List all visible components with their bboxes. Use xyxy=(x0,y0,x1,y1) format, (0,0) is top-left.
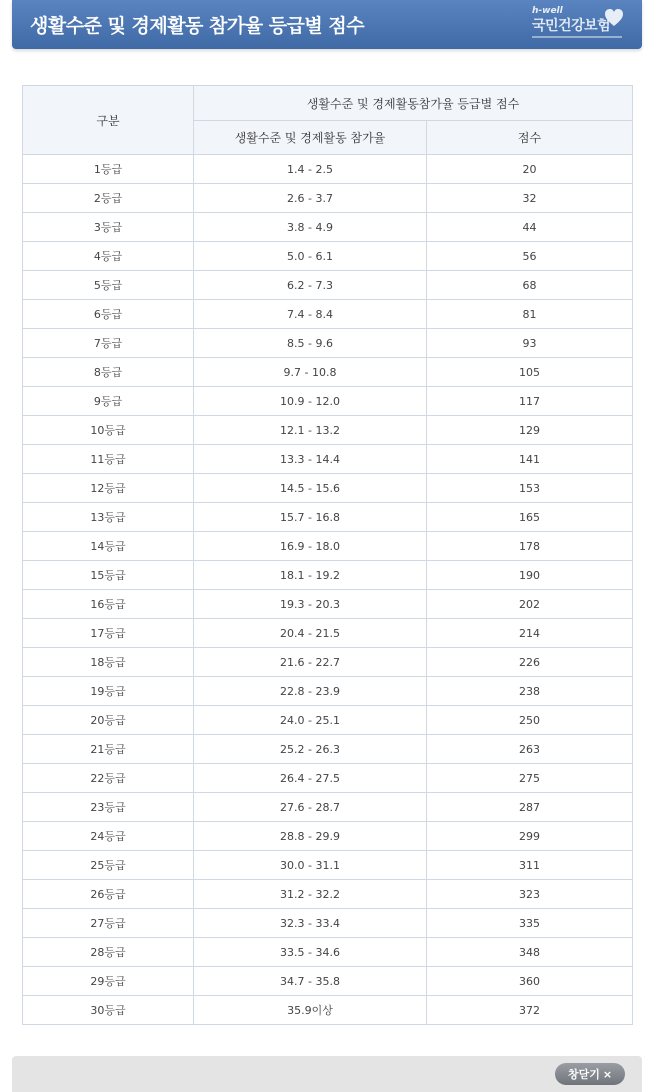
grade-cell: 20등급 xyxy=(23,706,194,735)
score-cell: 348 xyxy=(427,938,633,967)
rate-cell: 1.4 - 2.5 xyxy=(194,155,427,184)
score-cell: 190 xyxy=(427,561,633,590)
rate-cell: 3.8 - 4.9 xyxy=(194,213,427,242)
score-cell: 141 xyxy=(427,445,633,474)
grade-cell: 6등급 xyxy=(23,300,194,329)
grade-cell: 7등급 xyxy=(23,329,194,358)
col-header-category: 구분 xyxy=(23,86,194,155)
grade-cell: 19등급 xyxy=(23,677,194,706)
logo-caption-line xyxy=(532,36,622,38)
table-row xyxy=(23,648,633,677)
rate-cell: 16.9 - 18.0 xyxy=(194,532,427,561)
rate-cell: 24.0 - 25.1 xyxy=(194,706,427,735)
score-cell: 44 xyxy=(427,213,633,242)
rate-cell: 35.9이상 xyxy=(194,996,427,1025)
grade-cell: 27등급 xyxy=(23,909,194,938)
table-row xyxy=(23,996,633,1025)
score-cell: 360 xyxy=(427,967,633,996)
score-cell: 129 xyxy=(427,416,633,445)
logo-tagline: h-well xyxy=(532,6,563,16)
table-row xyxy=(23,967,633,996)
grade-cell: 2등급 xyxy=(23,184,194,213)
score-cell: 32 xyxy=(427,184,633,213)
rate-cell: 9.7 - 10.8 xyxy=(194,358,427,387)
grade-cell: 21등급 xyxy=(23,735,194,764)
rate-cell: 2.6 - 3.7 xyxy=(194,184,427,213)
table-row xyxy=(23,300,633,329)
grade-cell: 30등급 xyxy=(23,996,194,1025)
score-cell: 372 xyxy=(427,996,633,1025)
rate-cell: 10.9 - 12.0 xyxy=(194,387,427,416)
table-row xyxy=(23,677,633,706)
score-cell: 335 xyxy=(427,909,633,938)
logo-name: 국민건강보험 xyxy=(532,18,611,34)
rate-cell: 34.7 - 35.8 xyxy=(194,967,427,996)
nhis-logo xyxy=(532,6,624,44)
table-row xyxy=(23,880,633,909)
rate-cell: 20.4 - 21.5 xyxy=(194,619,427,648)
score-cell: 214 xyxy=(427,619,633,648)
close-icon: × xyxy=(602,1067,613,1081)
table-body xyxy=(23,155,633,1025)
rate-cell: 7.4 - 8.4 xyxy=(194,300,427,329)
rate-cell: 21.6 - 22.7 xyxy=(194,648,427,677)
score-cell: 178 xyxy=(427,532,633,561)
grade-cell: 26등급 xyxy=(23,880,194,909)
grade-cell: 5등급 xyxy=(23,271,194,300)
score-cell: 287 xyxy=(427,793,633,822)
grade-cell: 18등급 xyxy=(23,648,194,677)
grade-cell: 14등급 xyxy=(23,532,194,561)
rate-cell: 18.1 - 19.2 xyxy=(194,561,427,590)
grade-cell: 10등급 xyxy=(23,416,194,445)
rate-cell: 28.8 - 29.9 xyxy=(194,822,427,851)
score-cell: 238 xyxy=(427,677,633,706)
close-button-label: 창닫기 xyxy=(567,1068,600,1081)
group-header: 생활수준 및 경제활동참가율 등급별 점수 xyxy=(194,86,633,121)
rate-cell: 31.2 - 32.2 xyxy=(194,880,427,909)
grade-cell: 24등급 xyxy=(23,822,194,851)
grade-cell: 8등급 xyxy=(23,358,194,387)
score-cell: 263 xyxy=(427,735,633,764)
footer-bar xyxy=(12,1056,642,1092)
score-cell: 20 xyxy=(427,155,633,184)
score-cell: 153 xyxy=(427,474,633,503)
grade-cell: 4등급 xyxy=(23,242,194,271)
table-row xyxy=(23,851,633,880)
grade-cell: 9등급 xyxy=(23,387,194,416)
rate-cell: 25.2 - 26.3 xyxy=(194,735,427,764)
score-cell: 93 xyxy=(427,329,633,358)
score-cell: 105 xyxy=(427,358,633,387)
table-row xyxy=(23,822,633,851)
close-window-button[interactable] xyxy=(555,1063,625,1085)
score-cell: 117 xyxy=(427,387,633,416)
score-cell: 250 xyxy=(427,706,633,735)
grade-score-table xyxy=(22,85,633,1025)
rate-cell: 19.3 - 20.3 xyxy=(194,590,427,619)
table-row xyxy=(23,619,633,648)
col-header-rate: 생활수준 및 경제활동 참가율 xyxy=(194,121,427,155)
rate-cell: 12.1 - 13.2 xyxy=(194,416,427,445)
table-row xyxy=(23,706,633,735)
rate-cell: 6.2 - 7.3 xyxy=(194,271,427,300)
table-row xyxy=(23,213,633,242)
grade-cell: 13등급 xyxy=(23,503,194,532)
table-row xyxy=(23,445,633,474)
rate-cell: 8.5 - 9.6 xyxy=(194,329,427,358)
table-row xyxy=(23,561,633,590)
rate-cell: 27.6 - 28.7 xyxy=(194,793,427,822)
table-row xyxy=(23,271,633,300)
page-header xyxy=(12,0,642,49)
grade-cell: 15등급 xyxy=(23,561,194,590)
score-cell: 323 xyxy=(427,880,633,909)
rate-cell: 33.5 - 34.6 xyxy=(194,938,427,967)
rate-cell: 5.0 - 6.1 xyxy=(194,242,427,271)
grade-cell: 25등급 xyxy=(23,851,194,880)
score-cell: 226 xyxy=(427,648,633,677)
grade-cell: 29등급 xyxy=(23,967,194,996)
grade-cell: 28등급 xyxy=(23,938,194,967)
grade-cell: 3등급 xyxy=(23,213,194,242)
grade-cell: 12등급 xyxy=(23,474,194,503)
table-row xyxy=(23,329,633,358)
table-row xyxy=(23,938,633,967)
table-row xyxy=(23,387,633,416)
table-row xyxy=(23,184,633,213)
grade-cell: 16등급 xyxy=(23,590,194,619)
score-cell: 81 xyxy=(427,300,633,329)
table-row xyxy=(23,532,633,561)
score-cell: 299 xyxy=(427,822,633,851)
rate-cell: 14.5 - 15.6 xyxy=(194,474,427,503)
grade-cell: 11등급 xyxy=(23,445,194,474)
heart-icon xyxy=(604,8,624,28)
score-cell: 275 xyxy=(427,764,633,793)
rate-cell: 30.0 - 31.1 xyxy=(194,851,427,880)
rate-cell: 32.3 - 33.4 xyxy=(194,909,427,938)
page-title: 생활수준 및 경제활동 참가율 등급별 점수 xyxy=(30,15,365,37)
score-cell: 68 xyxy=(427,271,633,300)
rate-cell: 15.7 - 16.8 xyxy=(194,503,427,532)
rate-cell: 13.3 - 14.4 xyxy=(194,445,427,474)
rate-cell: 22.8 - 23.9 xyxy=(194,677,427,706)
table-row xyxy=(23,909,633,938)
table-row xyxy=(23,735,633,764)
score-cell: 202 xyxy=(427,590,633,619)
grade-cell: 22등급 xyxy=(23,764,194,793)
grade-cell: 23등급 xyxy=(23,793,194,822)
table-row xyxy=(23,416,633,445)
col-header-score: 점수 xyxy=(427,121,633,155)
score-cell: 56 xyxy=(427,242,633,271)
table-row xyxy=(23,155,633,184)
score-cell: 165 xyxy=(427,503,633,532)
grade-cell: 1등급 xyxy=(23,155,194,184)
table-row xyxy=(23,358,633,387)
table-row xyxy=(23,242,633,271)
table-row xyxy=(23,503,633,532)
table-row xyxy=(23,793,633,822)
table-row xyxy=(23,474,633,503)
table-row xyxy=(23,590,633,619)
score-cell: 311 xyxy=(427,851,633,880)
rate-cell: 26.4 - 27.5 xyxy=(194,764,427,793)
grade-cell: 17등급 xyxy=(23,619,194,648)
table-row xyxy=(23,764,633,793)
